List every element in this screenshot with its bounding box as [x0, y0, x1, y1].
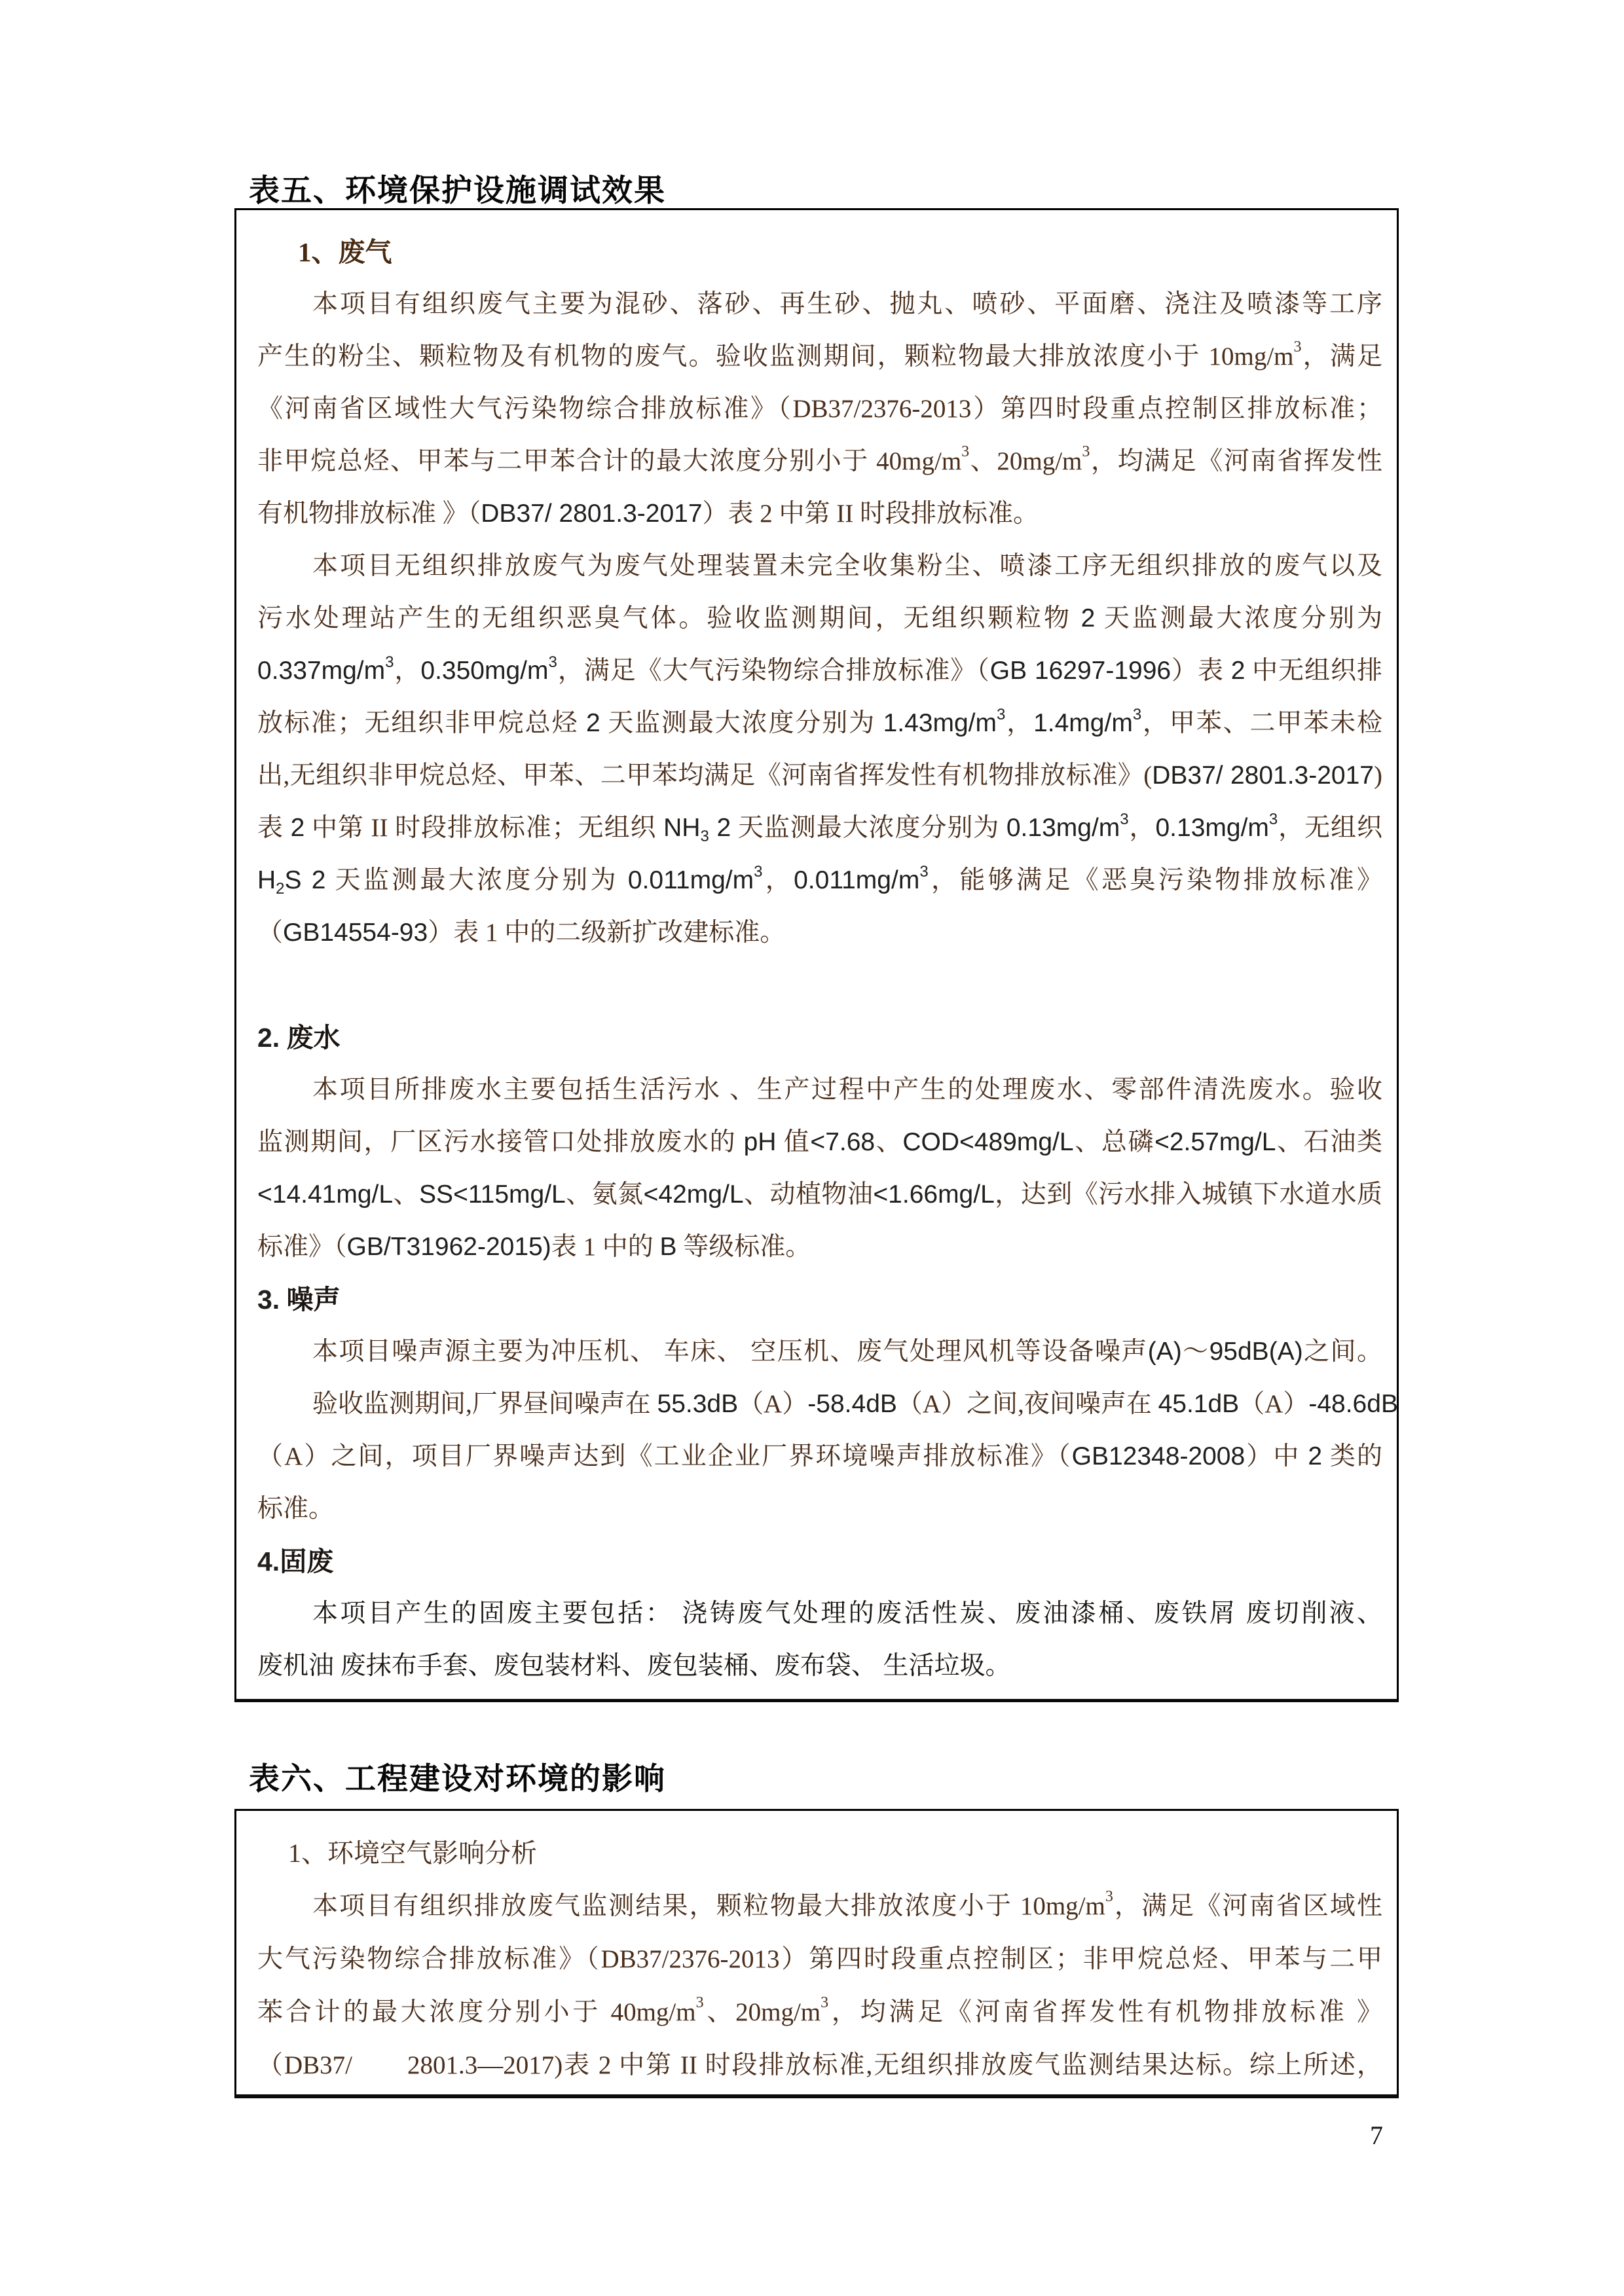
text-line: 表 2 中第 II 时段排放标准；无组织 $NH_3$ 2 天监测最大浓度分别为 $0.13mg/m^3$，$0.13mg/m^3$，无组织: [257, 811, 1382, 845]
text-line: 标准。: [257, 1495, 335, 1523]
text-line: $H_2S$ 2 天监测最大浓度分别为 $0.011mg/m^3$，$0.011mg/m^3$，能够满足《恶臭污染物排放标准》: [257, 863, 1382, 898]
text-line: 本项目噪声源主要为冲压机、 车床、 空压机、废气处理风机等设备噪声(A)～95dB(A)之间。: [312, 1338, 1382, 1366]
text-line: 苯合计的最大浓度分别小于 $40mg/m^3$、$20mg/m^3$，均满足《河南省挥发性有机物排放标准 》: [257, 1994, 1382, 2026]
text-line: 废机油 废抹布手套、废包装材料、废包装桶、废布袋、 生活垃圾。: [257, 1652, 1011, 1680]
text-line: 验收监测期间,厂界昼间噪声在 55.3dB（A）-58.4dB（A）之间,夜间噪声在 45.1dB（A）-48.6dB: [312, 1390, 1398, 1418]
text-line: <14.41mg/L、SS<115mg/L、氨氮<42mg/L、动植物油<1.66mg/L，达到《污水排入城镇下水道水质: [257, 1180, 1382, 1209]
text-line: $0.337mg/m^3$，$0.350mg/m^3$，满足《大气污染物综合排放标准》（GB 16297-1996）表 2 中无组织排: [257, 653, 1382, 685]
section-heading: 1、环境空气影响分析: [288, 1838, 537, 1868]
text-line: 监测期间，厂区污水接管口处排放废水的 pH 值<7.68、COD<489mg/L、总磷<2.57mg/L、石油类: [257, 1128, 1382, 1156]
table6-content-box: [234, 1809, 1399, 2098]
page-number: 7: [1370, 2121, 1383, 2150]
table6-title: 表六、工程建设对环境的影响: [249, 1761, 666, 1796]
text-line: 非甲烷总烃、甲苯与二甲苯合计的最大浓度分别小于 $40mg/m^3$、$20mg/m^3$，均满足《河南省挥发性: [257, 443, 1382, 475]
text-line: 出,无组织非甲烷总烃、甲苯、二甲苯均满足《河南省挥发性有机物排放标准》(DB37/ 2801.3-2017): [257, 761, 1382, 790]
text-line: 《河南省区域性大气污染物综合排放标准》（DB37/2376-2013）第四时段重点控制区排放标准；: [257, 395, 1382, 423]
section-heading: 1、废气: [298, 237, 392, 267]
text-line: 放标准；无组织非甲烷总烃 2 天监测最大浓度分别为 $1.43mg/m^3$，$1.4mg/m^3$，甲苯、二甲苯未检: [257, 706, 1382, 737]
text-line: 污水处理站产生的无组织恶臭气体。验收监测期间，无组织颗粒物 2 天监测最大浓度分别为: [257, 604, 1382, 632]
text-line: 本项目有组织废气主要为混砂、落砂、再生砂、抛丸、喷砂、平面磨、浇注及喷漆等工序: [312, 290, 1382, 318]
blank-line: [257, 959, 1382, 1011]
text-line: （A）之间，项目厂界噪声达到《工业企业厂界环境噪声排放标准》（GB12348-2008）中 2 类的: [257, 1442, 1382, 1470]
table5-content-box: [234, 208, 1399, 1702]
section-heading: 4.固废: [257, 1546, 334, 1576]
table5-title: 表五、环境保护设施调试效果: [249, 173, 666, 208]
text-line: 本项目无组织排放废气为废气处理装置未完全收集粉尘、喷漆工序无组织排放的废气以及: [312, 552, 1382, 580]
text-line: 本项目所排废水主要包括生活污水 、生产过程中产生的处理废水、零部件清洗废水。验收: [312, 1076, 1382, 1104]
text-line: 标准》（GB/T31962-2015)表 1 中的 B 等级标准。: [257, 1233, 811, 1261]
text-line: 本项目产生的固废主要包括： 浇铸废气处理的废活性炭、废油漆桶、废铁屑 废切削液、: [312, 1599, 1382, 1628]
section-heading: 2. 废水: [257, 1023, 341, 1053]
text-line: 大气污染物综合排放标准》（DB37/2376-2013）第四时段重点控制区；非甲烷总烃、甲苯与二甲: [257, 1945, 1382, 1973]
text-line: 产生的粉尘、颗粒物及有机物的废气。验收监测期间，颗粒物最大排放浓度小于 $10mg/m^3$，满足: [257, 338, 1382, 371]
text-line: （DB37/ 2801.3—2017)表 2 中第 II 时段排放标准,无组织排放废气监测结果达标。综上所述，: [257, 2051, 1382, 2079]
text-line: 有机物排放标准 》（DB37/ 2801.3-2017）表 2 中第 II 时段排放标准。: [257, 500, 1039, 528]
text-line: （GB14554-93）表 1 中的二级新扩改建标准。: [257, 919, 786, 947]
text-line: 本项目有组织排放废气监测结果，颗粒物最大排放浓度小于 $10mg/m^3$，满足《河南省区域性: [312, 1888, 1382, 1920]
section-heading: 3. 噪声: [257, 1285, 341, 1315]
